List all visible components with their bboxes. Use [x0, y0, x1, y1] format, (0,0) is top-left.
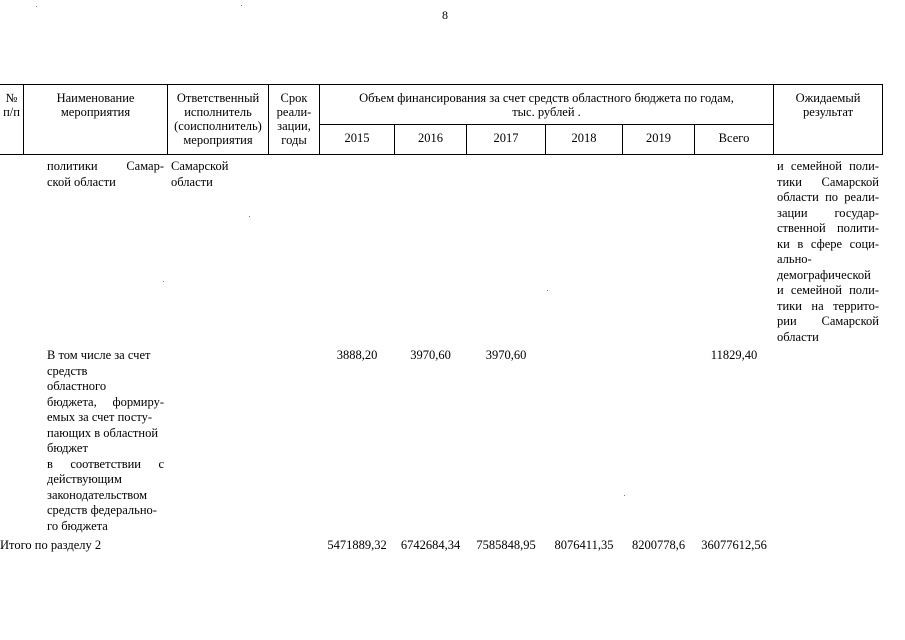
header-year-2019: 2019 — [646, 131, 671, 145]
total-value-2019: 8200778,6 — [631, 538, 686, 552]
header-name: Наименование мероприятия — [56, 91, 135, 119]
row1-name: политики Самар- ской области — [47, 159, 164, 189]
total-value-all: 36077612,56 — [701, 538, 767, 552]
row2-value-2016: 3970,60 — [410, 348, 451, 362]
header-year-2015: 2015 — [344, 131, 370, 145]
header-year-2016: 2016 — [418, 131, 443, 145]
header-num: № п/п — [3, 91, 20, 119]
header-responsible: Ответственный исполнитель (соисполнитель) мероприятия — [174, 91, 262, 147]
row1-responsible: Самарской области — [171, 159, 229, 189]
header-funding: Объем финансирования за счет средств областного бюджета по годам, тыс. рублей . — [359, 91, 734, 119]
header-term: Срок реали- зации, годы — [276, 91, 312, 147]
row2-name: В том числе за счет средств областного бюджета, формиру- емых за счет посту- пающих в областной бюджет в соответствии с действующим законодательством средств федерально- го бюджета — [47, 348, 164, 533]
header-total: Всего — [718, 131, 750, 145]
total-value-2017: 7585848,95 — [476, 538, 536, 552]
total-value-2015: 5471889,32 — [327, 538, 387, 552]
total-value-2018: 8076411,35 — [554, 538, 614, 552]
page-number: 8 — [442, 8, 448, 22]
row2-value-total: 11829,40 — [710, 348, 758, 362]
total-value-2016: 6742684,34 — [400, 538, 461, 552]
row2-value-2015: 3888,20 — [336, 348, 378, 362]
total-label: Итого по разделу 2 — [0, 538, 102, 552]
header-year-2017: 2017 — [493, 131, 519, 145]
row2-value-2017: 3970,60 — [485, 348, 527, 362]
row1-result: и семейной поли- тики Самарской области по реали- зации государ- ственной полити- ки в сфере соци- ально- демографической и семейной поли- тики на террито- рии Самарской области — [777, 159, 879, 344]
header-year-2018: 2018 — [571, 131, 597, 145]
header-result: Ожидаемый результат — [795, 91, 861, 119]
